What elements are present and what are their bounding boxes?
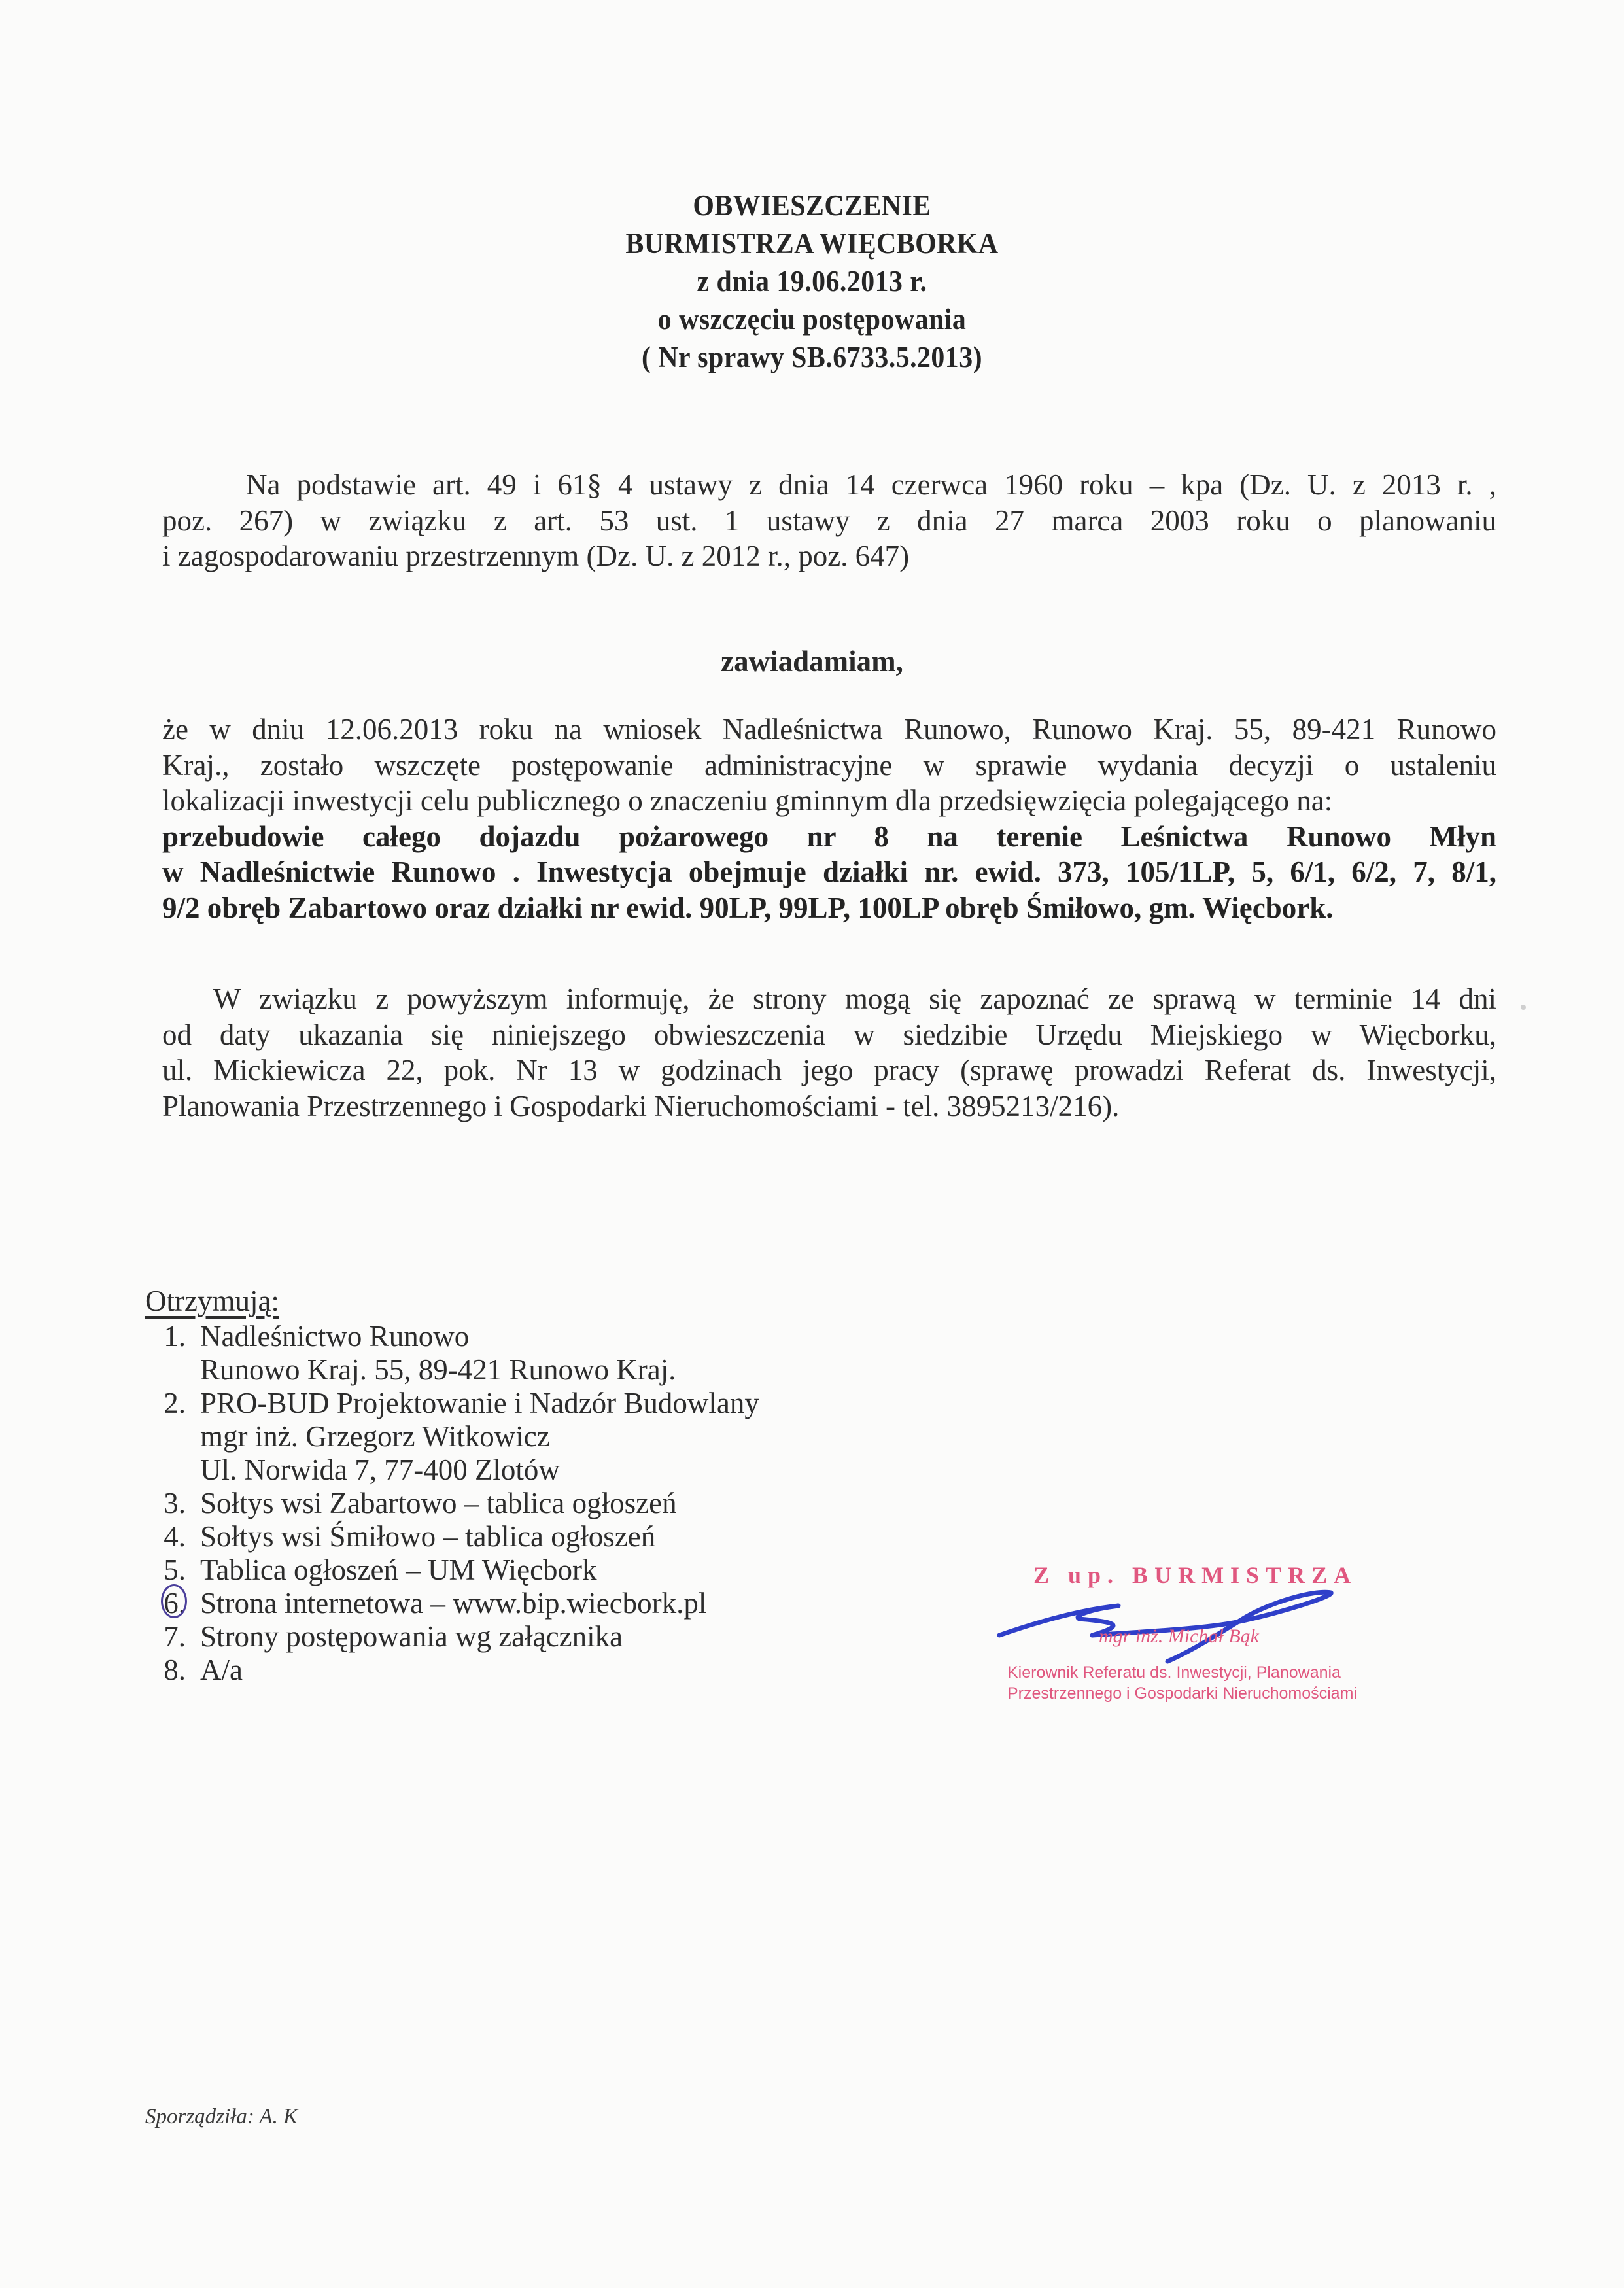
recipient-item [164,1520,759,1553]
recipient-item [164,1320,759,1387]
prepared-by: Sporządziła: A. K [145,2105,298,2128]
paragraph-line: Kraj., zostało wszczęte postępowanie administracyjne w sprawie wydania decyzji o ustaleniu [162,748,1496,782]
notice-paragraph [162,712,1496,926]
paragraph-line: od daty ukazania się niniejszego obwieszczenia w siedzibie Urzędu Miejskiego w Więcborku, [162,1018,1496,1051]
recipients-list [164,1320,759,1687]
recipient-number: 6. [164,1587,186,1620]
document-header [0,186,1624,376]
recipient-line: PRO-BUD Projektowanie i Nadzór Budowlany [200,1387,759,1419]
recipient-line: Strona internetowa – www.bip.wiecbork.pl [200,1587,707,1620]
stamp-name: mgr inż. Michał Bąk [1099,1625,1259,1647]
recipient-line: Sołtys wsi Zabartowo – tablica ogłoszeń [200,1487,677,1519]
recipient-number: 7. [164,1620,186,1653]
recipient-number: 3. [164,1487,186,1519]
recipient-item [164,1654,759,1687]
recipient-item [164,1553,759,1587]
paragraph-line: ul. Mickiewicza 22, pok. Nr 13 w godzinach jego pracy (sprawę prowadzi Referat ds. Inwestycji, [162,1054,1496,1086]
paragraph-line: lokalizacji inwestycji celu publicznego o znaczeniu gminnym dla przedsięwzięcia polegającego na: [162,784,1333,817]
recipient-line: Nadleśnictwo Runowo [200,1320,470,1353]
recipient-line: Sołtys wsi Śmiłowo – tablica ogłoszeń [200,1520,656,1553]
official-stamp [1001,1560,1406,1724]
notify-heading: zawiadamiam, [721,645,903,678]
recipient-number: 4. [164,1520,186,1553]
paragraph-line: Na podstawie art. 49 i 61§ 4 ustawy z dnia 14 czerwca 1960 roku – kpa (Dz. U. z 2013 r. , [246,468,1496,501]
recipient-line: Tablica ogłoszeń – UM Więcbork [200,1553,597,1586]
recipient-line: mgr inż. Grzegorz Witkowicz [200,1420,550,1453]
legal-basis-paragraph [162,467,1496,574]
recipient-line: Strony postępowania wg załącznika [200,1620,623,1653]
recipient-number: 1. [164,1320,186,1353]
recipient-item [164,1487,759,1520]
paragraph-line: poz. 267) w związku z art. 53 ust. 1 ustawy z dnia 27 marca 2003 roku o planowaniu [162,504,1496,537]
stamp-role: Przestrzennego i Gospodarki Nieruchomościami [1007,1684,1357,1703]
header-date: z dnia 19.06.2013 r. [697,265,927,298]
recipient-line: Runowo Kraj. 55, 89-421 Runowo Kraj. [200,1353,676,1386]
recipient-number: 2. [164,1387,186,1419]
stamp-title: Z up. BURMISTRZA [1033,1562,1358,1588]
recipients-title: Otrzymują: [145,1285,279,1317]
investment-line: 9/2 obręb Zabartowo oraz działki nr ewid. 90LP, 99LP, 100LP obręb Śmiłowo, gm. Więcbork. [162,891,1334,924]
paragraph-line: i zagospodarowaniu przestrzennym (Dz. U. z 2012 r., poz. 647) [162,540,910,572]
scan-speck [1521,1005,1526,1010]
header-case-number: ( Nr sprawy SB.6733.5.2013) [642,341,982,373]
header-subject: o wszczęciu postępowania [657,303,967,336]
recipient-number: 8. [164,1654,186,1686]
recipient-line: A/a [200,1654,243,1686]
information-paragraph [162,981,1496,1124]
investment-line: w Nadleśnictwie Runowo . Inwestycja obejmuje działki nr. ewid. 373, 105/1LP, 5, 6/1, 6/2, 7, 8/1, [162,856,1496,888]
recipient-line: Ul. Norwida 7, 77-400 Zlotów [200,1453,560,1486]
header-title: OBWIESZCZENIE [693,189,931,222]
paragraph-line: że w dniu 12.06.2013 roku na wniosek Nadleśnictwa Runowo, Runowo Kraj. 55, 89-421 Runowo [162,713,1496,746]
paragraph-line: W związku z powyższym informuję, że strony mogą się zapoznać ze sprawą w terminie 14 dni [213,982,1496,1015]
pen-circle-mark [161,1584,187,1618]
recipient-item [164,1587,759,1620]
recipient-item [164,1620,759,1654]
investment-line: przebudowie całego dojazdu pożarowego nr 8 na terenie Leśnictwa Runowo Młyn [162,820,1496,853]
header-issuer: BURMISTRZA WIĘCBORKA [625,227,999,260]
paragraph-line: Planowania Przestrzennego i Gospodarki Nieruchomościami - tel. 3895213/216). [162,1089,1120,1122]
recipient-number: 5. [164,1553,186,1586]
recipient-item [164,1387,759,1487]
stamp-role: Kierownik Referatu ds. Inwestycji, Planowania [1007,1663,1341,1682]
